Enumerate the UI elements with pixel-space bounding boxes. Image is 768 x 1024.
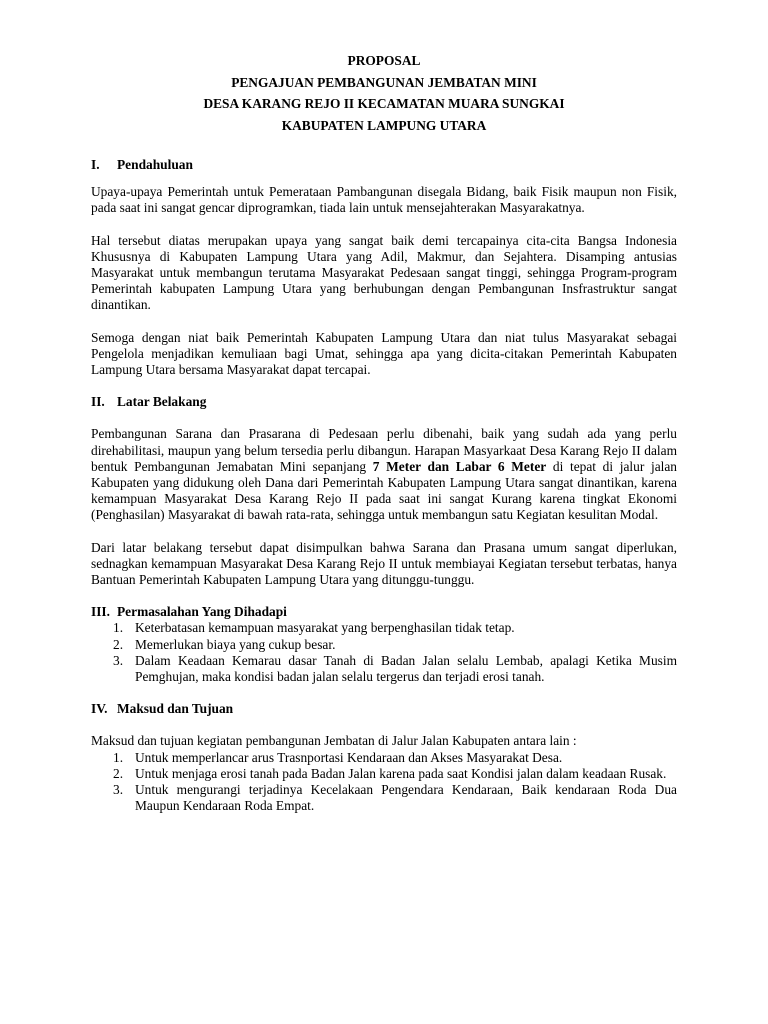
section-1-heading <box>91 157 677 173</box>
section-4-heading <box>91 701 677 717</box>
section-1-paragraph-2: Hal tersebut diatas merupakan upaya yang sangat baik demi tercapainya cita-cita Bangsa Indonesia Khususnya di Kabupaten Lampung Utara yang Adil, Makmur, dan Sejahtera. Disamping antusias Masyarakat untuk membangun terutama Masyarakat Pedesaan sangat tinggi, sehingga Program-program Pemerintah kabupaten Lampung Utara yang berhubungan dengan Pembangunan Insfrastruktur sangat dinantikan. <box>91 232 677 313</box>
section-1-paragraph-3: Semoga dengan niat baik Pemerintah Kabupaten Lampung Utara dan niat tulus Masyarakat sebagai Pengelola menjadikan kemuliaan bagi Umat, sehingga apa yang dicita-citakan Pemerintah Kabupaten Lampung Utara bersama Masyarakat dapat tercapai. <box>91 329 677 378</box>
section-1-paragraph-1: Upaya-upaya Pemerintah untuk Pemerataan Pambangunan disegala Bidang, baik Fisik maupun non Fisik, pada saat ini sangat gencar diprogramkan, tiada lain untuk mensejahterakan Masyarakatnya. <box>91 184 677 216</box>
section-4-title: Maksud dan Tujuan <box>117 701 234 717</box>
section-2-paragraph-1-end: di tepat di jalur jalan Kabupaten yang didukung oleh Dana dari Pemerintah Kabupaten Lampung Utara sangat dinantikan, karena kemampuan Masyarakat Desa Karang Rejo II pada saat ini sangat Kurang karena tingkat Ekonomi (Penghasilan) Masyarakat di bawah rata-rata, sehingga untuk membangun satu Kegiatan kesulitan Modal. <box>91 458 677 523</box>
title-line-1: PROPOSAL <box>347 53 421 68</box>
document-content <box>91 50 677 815</box>
title-line-2: PENGAJUAN PEMBANGUNAN JEMBATAN MINI <box>231 74 537 90</box>
list-item: 1. Untuk memperlancar arus Trasnportasi Kendaraan dan Akses Masyarakat Desa. <box>113 749 563 765</box>
section-4-number: IV. <box>91 701 108 717</box>
section-4-list <box>91 750 677 815</box>
section-3-number: III. <box>91 604 110 620</box>
section-2-paragraph-2: Dari latar belakang tersebut dapat disimpulkan bahwa Sarana dan Prasana umum sangat diperlukan, sednagkan kemampuan Masyarakat Desa Karang Rejo II untuk membiayai Kegiatan tersebut terbatas, hanya Bantuan Pemerintah Kabupaten Lampung Utara yang ditunggu-tunggu. <box>91 539 677 588</box>
section-3-list <box>91 620 677 685</box>
section-2-number: II. <box>91 394 105 410</box>
list-item: 2. Untuk menjaga erosi tanah pada Badan Jalan karena pada saat Kondisi jalan dalam keadaan Rusak. <box>113 765 667 781</box>
proposal-title <box>91 50 677 136</box>
list-item: 2. Memerlukan biaya yang cukup besar. <box>113 636 336 652</box>
section-2-paragraph-1-start: Pembangunan Sarana dan Prasarana di Pedesaan perlu dibenahi, baik yang sudah ada yang perlu direhabilitasi, maupun yang belum tersedia perlu dibangun. Harapan Masyarkaat Desa Karang Rejo II dalam bentuk Pembangunan Jemabatan Mini sepanjang <box>91 426 677 474</box>
section-3-heading <box>91 604 677 620</box>
section-1-number: I. <box>91 157 100 172</box>
section-1-title: Pendahuluan <box>117 157 193 172</box>
section-3-title: Permasalahan Yang Dihadapi <box>117 604 287 620</box>
section-4-intro: Maksud dan tujuan kegiatan pembangunan Jembatan di Jalur Jalan Kabupaten antara lain : <box>91 733 577 749</box>
list-item: 1. Keterbatasan kemampuan masyarakat yang berpenghasilan tidak tetap. <box>113 620 515 636</box>
list-item: 3. Dalam Keadaan Kemarau dasar Tanah di Badan Jalan selalu Lembab, apalagi Ketika Musim Pemghujan, maka kondisi badan jalan selalu tergerus dan terjadi erosi tanah. <box>113 652 677 685</box>
list-item: 3. Untuk mengurangi terjadinya Kecelakaan Pengendara Kendaraan, Baik kendaraan Roda Dua Maupun Kendaraan Roda Empat. <box>113 782 677 814</box>
bridge-dimensions: 7 Meter dan Labar 6 Meter <box>372 458 547 474</box>
section-2-heading <box>91 394 677 410</box>
section-2-title: Latar Belakang <box>117 394 207 410</box>
section-2-paragraph-1 <box>91 426 677 523</box>
title-line-4: KABUPATEN LAMPUNG UTARA <box>281 117 487 133</box>
title-line-3: DESA KARANG REJO II KECAMATAN MUARA SUNGKAI <box>203 96 565 111</box>
